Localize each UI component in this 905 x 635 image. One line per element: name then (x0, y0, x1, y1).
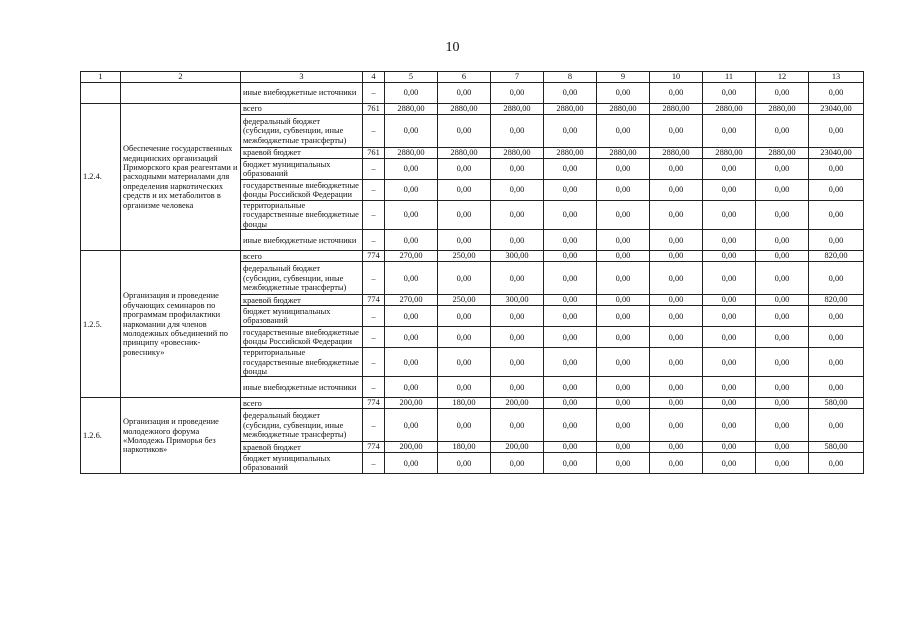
year-value: 0,00 (597, 180, 650, 201)
year-value: 2880,00 (703, 148, 756, 159)
year-value: 300,00 (491, 251, 544, 262)
row-index (81, 83, 121, 104)
year-value: 0,00 (544, 409, 597, 442)
year-value: 0,00 (650, 398, 703, 409)
table-row (81, 398, 864, 409)
year-value: 250,00 (438, 251, 491, 262)
year-value: 300,00 (491, 295, 544, 306)
year-value: 0,00 (756, 327, 809, 348)
funding-source: иные внебюджетные источники (241, 377, 363, 398)
funding-source: федеральный бюджет (субсидии, субвенции, иные межбюджетные трансферты) (241, 115, 363, 148)
year-value: 2880,00 (756, 104, 809, 115)
year-value: 0,00 (491, 115, 544, 148)
year-value: 0,00 (756, 409, 809, 442)
year-value: 200,00 (385, 398, 438, 409)
year-value: 0,00 (650, 409, 703, 442)
column-header: 9 (597, 72, 650, 83)
year-value: 0,00 (756, 159, 809, 180)
admin-code: – (363, 306, 385, 327)
year-value: 2880,00 (385, 104, 438, 115)
total-value: 580,00 (809, 398, 864, 409)
year-value: 0,00 (544, 348, 597, 377)
row-index: 1.2.6. (81, 398, 121, 474)
year-value: 270,00 (385, 295, 438, 306)
total-value: 0,00 (809, 262, 864, 295)
year-value: 0,00 (597, 442, 650, 453)
column-header: 6 (438, 72, 491, 83)
total-value: 0,00 (809, 348, 864, 377)
activity-name: Обеспечение государственных медицинских организаций Приморского края реагентами и расходными материалами для определения наркотических средств и их метаболитов в организме человека (121, 104, 241, 251)
year-value: 2880,00 (703, 104, 756, 115)
total-value: 0,00 (809, 230, 864, 251)
year-value: 0,00 (544, 453, 597, 474)
funding-source: бюджет муниципальных образований (241, 159, 363, 180)
year-value: 0,00 (385, 409, 438, 442)
year-value: 0,00 (491, 377, 544, 398)
year-value: 0,00 (703, 442, 756, 453)
year-value: 0,00 (597, 348, 650, 377)
total-value: 0,00 (809, 83, 864, 104)
total-value: 0,00 (809, 306, 864, 327)
year-value: 0,00 (703, 295, 756, 306)
total-value: 580,00 (809, 442, 864, 453)
year-value: 0,00 (491, 201, 544, 230)
year-value: 2880,00 (544, 148, 597, 159)
total-value: 23040,00 (809, 104, 864, 115)
year-value: 0,00 (438, 377, 491, 398)
year-value: 0,00 (703, 377, 756, 398)
total-value: 0,00 (809, 159, 864, 180)
year-value: 0,00 (385, 83, 438, 104)
year-value: 0,00 (650, 295, 703, 306)
funding-source: территориальные государственные внебюджетные фонды (241, 348, 363, 377)
year-value: 0,00 (491, 453, 544, 474)
year-value: 0,00 (756, 83, 809, 104)
admin-code: 761 (363, 104, 385, 115)
year-value: 0,00 (438, 306, 491, 327)
year-value: 0,00 (597, 262, 650, 295)
column-header: 12 (756, 72, 809, 83)
year-value: 0,00 (385, 348, 438, 377)
admin-code: – (363, 453, 385, 474)
admin-code: 774 (363, 295, 385, 306)
year-value: 0,00 (385, 180, 438, 201)
admin-code: – (363, 115, 385, 148)
year-value: 0,00 (438, 115, 491, 148)
table-row (81, 104, 864, 115)
year-value: 0,00 (650, 180, 703, 201)
column-header: 7 (491, 72, 544, 83)
total-value: 820,00 (809, 295, 864, 306)
year-value: 0,00 (703, 251, 756, 262)
year-value: 0,00 (438, 159, 491, 180)
year-value: 200,00 (491, 442, 544, 453)
year-value: 0,00 (703, 262, 756, 295)
column-header: 3 (241, 72, 363, 83)
total-value: 0,00 (809, 453, 864, 474)
year-value: 0,00 (756, 251, 809, 262)
funding-source: краевой бюджет (241, 442, 363, 453)
funding-source: всего (241, 251, 363, 262)
year-value: 0,00 (597, 251, 650, 262)
year-value: 0,00 (385, 453, 438, 474)
year-value: 0,00 (491, 180, 544, 201)
year-value: 0,00 (438, 327, 491, 348)
year-value: 2880,00 (650, 104, 703, 115)
year-value: 0,00 (544, 398, 597, 409)
year-value: 0,00 (438, 230, 491, 251)
year-value: 0,00 (438, 201, 491, 230)
year-value: 0,00 (650, 230, 703, 251)
column-header: 8 (544, 72, 597, 83)
year-value: 2880,00 (650, 148, 703, 159)
funding-source: иные внебюджетные источники (241, 83, 363, 104)
year-value: 0,00 (544, 201, 597, 230)
admin-code: 774 (363, 251, 385, 262)
year-value: 0,00 (650, 83, 703, 104)
year-value: 0,00 (544, 442, 597, 453)
activity-name: Организация и проведение молодежного форума «Молодежь Приморья без наркотиков» (121, 398, 241, 474)
year-value: 0,00 (650, 251, 703, 262)
table-row (81, 83, 864, 104)
year-value: 0,00 (597, 453, 650, 474)
admin-code: – (363, 262, 385, 295)
year-value: 2880,00 (385, 148, 438, 159)
year-value: 0,00 (756, 453, 809, 474)
funding-source: всего (241, 398, 363, 409)
year-value: 0,00 (650, 327, 703, 348)
admin-code: – (363, 180, 385, 201)
year-value: 0,00 (544, 180, 597, 201)
year-value: 0,00 (756, 230, 809, 251)
year-value: 0,00 (703, 409, 756, 442)
funding-source: иные внебюджетные источники (241, 230, 363, 251)
year-value: 0,00 (385, 115, 438, 148)
year-value: 0,00 (703, 348, 756, 377)
year-value: 0,00 (597, 306, 650, 327)
year-value: 0,00 (597, 398, 650, 409)
year-value: 250,00 (438, 295, 491, 306)
year-value: 0,00 (703, 306, 756, 327)
year-value: 2880,00 (597, 104, 650, 115)
year-value: 0,00 (544, 159, 597, 180)
year-value: 0,00 (650, 262, 703, 295)
table-body (81, 83, 864, 474)
column-header: 5 (385, 72, 438, 83)
year-value: 0,00 (756, 295, 809, 306)
year-value: 0,00 (544, 377, 597, 398)
admin-code: – (363, 348, 385, 377)
year-value: 0,00 (703, 83, 756, 104)
year-value: 0,00 (650, 115, 703, 148)
year-value: 0,00 (438, 83, 491, 104)
total-value: 0,00 (809, 201, 864, 230)
year-value: 0,00 (544, 262, 597, 295)
year-value: 0,00 (385, 201, 438, 230)
admin-code: – (363, 377, 385, 398)
total-value: 0,00 (809, 180, 864, 201)
year-value: 0,00 (491, 230, 544, 251)
total-value: 820,00 (809, 251, 864, 262)
year-value: 0,00 (597, 83, 650, 104)
year-value: 0,00 (491, 262, 544, 295)
row-index: 1.2.4. (81, 104, 121, 251)
year-value: 2880,00 (756, 148, 809, 159)
column-header: 11 (703, 72, 756, 83)
year-value: 0,00 (756, 201, 809, 230)
year-value: 180,00 (438, 442, 491, 453)
admin-code: – (363, 409, 385, 442)
funding-source: бюджет муниципальных образований (241, 453, 363, 474)
column-header: 2 (121, 72, 241, 83)
year-value: 0,00 (544, 115, 597, 148)
admin-code: 761 (363, 148, 385, 159)
year-value: 0,00 (703, 398, 756, 409)
funding-source: краевой бюджет (241, 295, 363, 306)
year-value: 2880,00 (438, 148, 491, 159)
year-value: 0,00 (650, 159, 703, 180)
funding-source: бюджет муниципальных образований (241, 306, 363, 327)
year-value: 0,00 (385, 159, 438, 180)
year-value: 2880,00 (491, 104, 544, 115)
year-value: 0,00 (597, 201, 650, 230)
year-value: 0,00 (650, 201, 703, 230)
funding-source: федеральный бюджет (субсидии, субвенции, иные межбюджетные трансферты) (241, 262, 363, 295)
year-value: 0,00 (756, 262, 809, 295)
year-value: 0,00 (438, 409, 491, 442)
funding-source: государственные внебюджетные фонды Российской Федерации (241, 327, 363, 348)
year-value: 0,00 (597, 327, 650, 348)
year-value: 0,00 (703, 453, 756, 474)
admin-code: – (363, 159, 385, 180)
admin-code: – (363, 201, 385, 230)
column-header: 4 (363, 72, 385, 83)
year-value: 0,00 (438, 180, 491, 201)
year-value: 0,00 (385, 306, 438, 327)
year-value: 0,00 (385, 230, 438, 251)
year-value: 0,00 (650, 348, 703, 377)
year-value: 0,00 (650, 377, 703, 398)
year-value: 0,00 (756, 398, 809, 409)
year-value: 0,00 (597, 115, 650, 148)
total-value: 0,00 (809, 115, 864, 148)
year-value: 0,00 (544, 230, 597, 251)
total-value: 23040,00 (809, 148, 864, 159)
year-value: 2880,00 (491, 148, 544, 159)
year-value: 200,00 (385, 442, 438, 453)
table-row (81, 251, 864, 262)
year-value: 0,00 (703, 230, 756, 251)
year-value: 180,00 (438, 398, 491, 409)
year-value: 0,00 (703, 201, 756, 230)
admin-code: – (363, 230, 385, 251)
year-value: 0,00 (597, 295, 650, 306)
year-value: 0,00 (385, 377, 438, 398)
admin-code: 774 (363, 398, 385, 409)
year-value: 0,00 (544, 306, 597, 327)
activity-name (121, 83, 241, 104)
column-header: 13 (809, 72, 864, 83)
funding-source: всего (241, 104, 363, 115)
year-value: 0,00 (544, 251, 597, 262)
year-value: 0,00 (703, 115, 756, 148)
total-value: 0,00 (809, 377, 864, 398)
year-value: 0,00 (703, 180, 756, 201)
year-value: 0,00 (385, 262, 438, 295)
page-number: 10 (445, 40, 460, 55)
year-value: 0,00 (597, 230, 650, 251)
year-value: 0,00 (438, 262, 491, 295)
year-value: 0,00 (650, 306, 703, 327)
year-value: 270,00 (385, 251, 438, 262)
admin-code: 774 (363, 442, 385, 453)
year-value: 0,00 (544, 83, 597, 104)
year-value: 0,00 (756, 115, 809, 148)
year-value: 0,00 (597, 409, 650, 442)
year-value: 0,00 (756, 348, 809, 377)
year-value: 2880,00 (597, 148, 650, 159)
year-value: 0,00 (703, 327, 756, 348)
year-value: 0,00 (544, 295, 597, 306)
year-value: 0,00 (703, 159, 756, 180)
admin-code: – (363, 327, 385, 348)
funding-source: федеральный бюджет (субсидии, субвенции, иные межбюджетные трансферты) (241, 409, 363, 442)
year-value: 0,00 (491, 409, 544, 442)
year-value: 200,00 (491, 398, 544, 409)
year-value: 2880,00 (544, 104, 597, 115)
year-value: 0,00 (438, 348, 491, 377)
funding-source: государственные внебюджетные фонды Российской Федерации (241, 180, 363, 201)
year-value: 0,00 (597, 159, 650, 180)
year-value: 0,00 (650, 442, 703, 453)
row-index: 1.2.5. (81, 251, 121, 398)
year-value: 0,00 (491, 327, 544, 348)
year-value: 0,00 (756, 306, 809, 327)
year-value: 0,00 (385, 327, 438, 348)
year-value: 0,00 (544, 327, 597, 348)
year-value: 2880,00 (438, 104, 491, 115)
total-value: 0,00 (809, 409, 864, 442)
budget-table (80, 71, 864, 474)
year-value: 0,00 (756, 180, 809, 201)
year-value: 0,00 (491, 348, 544, 377)
year-value: 0,00 (756, 442, 809, 453)
year-value: 0,00 (756, 377, 809, 398)
column-number-row (81, 72, 864, 83)
total-value: 0,00 (809, 327, 864, 348)
year-value: 0,00 (438, 453, 491, 474)
year-value: 0,00 (491, 83, 544, 104)
activity-name: Организация и проведение обучающих семинаров по программам профилактики наркомании для членов молодежных объединений по принципу «ровесник-ровеснику» (121, 251, 241, 398)
year-value: 0,00 (650, 453, 703, 474)
year-value: 0,00 (491, 306, 544, 327)
column-header: 10 (650, 72, 703, 83)
column-header: 1 (81, 72, 121, 83)
funding-source: краевой бюджет (241, 148, 363, 159)
funding-source: территориальные государственные внебюджетные фонды (241, 201, 363, 230)
admin-code: – (363, 83, 385, 104)
year-value: 0,00 (597, 377, 650, 398)
year-value: 0,00 (491, 159, 544, 180)
